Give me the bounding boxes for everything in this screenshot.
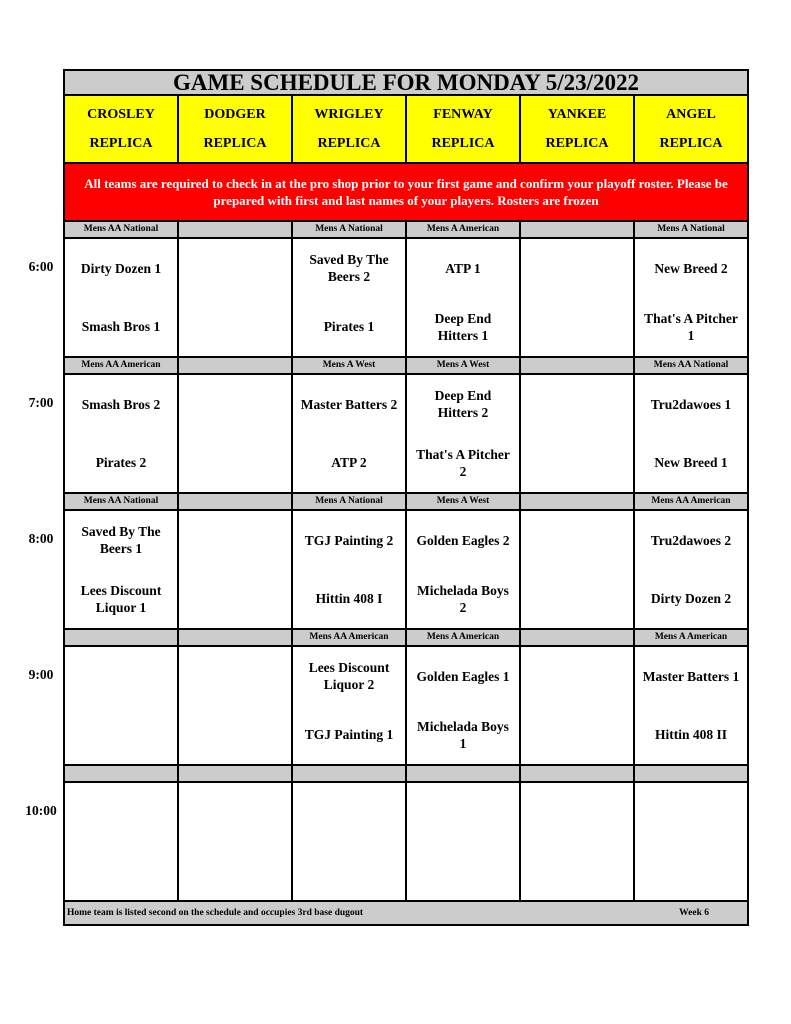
- home-team: Dirty Dozen 2: [650, 591, 732, 607]
- away-team: Saved By The Beers 1: [81, 524, 161, 557]
- away-team: [407, 783, 519, 842]
- home-team: [521, 434, 633, 493]
- away-team: [65, 647, 177, 706]
- field-header: [635, 96, 747, 162]
- time-label: 6:00: [28, 259, 54, 274]
- field-subtitle: REPLICA: [545, 135, 609, 151]
- time-label: 7:00: [28, 395, 54, 410]
- home-team: Lees Discount Liquor 1: [80, 582, 162, 615]
- field-name: CROSLEY: [87, 106, 155, 122]
- home-team: [65, 842, 177, 901]
- field-name: ANGEL: [666, 106, 716, 122]
- page-title: GAME SCHEDULE FOR MONDAY 5/23/2022: [65, 71, 747, 94]
- home-team: [521, 298, 633, 357]
- field-subtitle: REPLICA: [659, 135, 723, 151]
- away-team: [179, 647, 291, 706]
- away-team: Saved By The Beers 2: [309, 252, 389, 285]
- division-label: [179, 222, 291, 237]
- division-label: Mens AA American: [635, 494, 747, 509]
- notice-banner: All teams are required to check in at the pro shop prior to your first game and confirm your playoff roster. Please be prepared with first and last names of your players. Rosters are frozen: [65, 164, 747, 220]
- division-label: [521, 358, 633, 373]
- field-header: [65, 96, 177, 162]
- home-team: Michelada Boys 1: [417, 718, 509, 751]
- game-cell: [179, 375, 291, 492]
- division-label: [65, 766, 177, 781]
- game-cell: [65, 511, 177, 628]
- field-subtitle: REPLICA: [203, 135, 267, 151]
- home-team: Pirates 2: [95, 455, 147, 471]
- division-label: [179, 358, 291, 373]
- game-cell: [65, 647, 177, 764]
- game-cell: [407, 511, 519, 628]
- home-team: TGJ Painting 1: [304, 727, 394, 743]
- game-cell: [65, 375, 177, 492]
- game-cell: [293, 647, 405, 764]
- home-team: That's A Pitcher 2: [416, 446, 510, 479]
- away-team: Smash Bros 2: [81, 396, 161, 412]
- division-label: Mens A West: [407, 358, 519, 373]
- division-label: Mens A West: [407, 494, 519, 509]
- time-label: 9:00: [28, 667, 54, 682]
- game-cell: [293, 239, 405, 356]
- game-cell: [179, 239, 291, 356]
- away-team: Dirty Dozen 1: [80, 260, 162, 276]
- game-cell: [407, 647, 519, 764]
- game-cell: [179, 783, 291, 900]
- away-team: [635, 783, 747, 842]
- schedule-table: [63, 69, 749, 926]
- home-team: [65, 706, 177, 765]
- home-team: [179, 434, 291, 493]
- game-cell: [635, 511, 747, 628]
- away-team: Deep End Hitters 2: [434, 388, 492, 421]
- home-team: Smash Bros 1: [81, 319, 161, 335]
- home-team: [179, 706, 291, 765]
- field-subtitle: REPLICA: [431, 135, 495, 151]
- away-team: Tru2dawoes 1: [650, 396, 732, 412]
- away-team: ATP 1: [445, 260, 481, 276]
- division-label: Mens A National: [635, 222, 747, 237]
- home-team: [521, 570, 633, 629]
- home-team: Pirates 1: [323, 319, 375, 335]
- division-label: Mens A West: [293, 358, 405, 373]
- game-cell: [521, 783, 633, 900]
- division-label: [65, 630, 177, 645]
- field-name: WRIGLEY: [314, 106, 384, 122]
- away-team: [179, 239, 291, 298]
- game-cell: [635, 375, 747, 492]
- division-label: [521, 766, 633, 781]
- away-team: Lees Discount Liquor 2: [308, 660, 390, 693]
- away-team: Golden Eagles 1: [416, 668, 510, 684]
- home-team: [179, 298, 291, 357]
- away-team: [179, 783, 291, 842]
- division-label: [179, 494, 291, 509]
- field-subtitle: REPLICA: [89, 135, 153, 151]
- away-team: [521, 647, 633, 706]
- field-header: [407, 96, 519, 162]
- field-name: YANKEE: [547, 106, 607, 122]
- division-label: Mens AA National: [65, 222, 177, 237]
- division-label: Mens A American: [635, 630, 747, 645]
- division-label: Mens AA American: [293, 630, 405, 645]
- home-team: Hittin 408 I: [315, 591, 383, 607]
- game-cell: [635, 239, 747, 356]
- week-label: Week 6: [679, 908, 709, 918]
- home-team: Michelada Boys 2: [417, 582, 509, 615]
- division-label: [521, 222, 633, 237]
- game-cell: [65, 239, 177, 356]
- division-label: [521, 494, 633, 509]
- home-team: Hittin 408 II: [654, 727, 727, 743]
- game-cell: [179, 511, 291, 628]
- division-label: [521, 630, 633, 645]
- home-team: Deep End Hitters 1: [434, 310, 492, 343]
- field-header: [293, 96, 405, 162]
- division-label: Mens A National: [293, 222, 405, 237]
- home-team: [179, 842, 291, 901]
- home-team: [635, 842, 747, 901]
- division-label: Mens A National: [293, 494, 405, 509]
- game-cell: [65, 783, 177, 900]
- division-label: [407, 766, 519, 781]
- game-cell: [293, 783, 405, 900]
- home-team: That's A Pitcher 1: [644, 310, 738, 343]
- game-cell: [179, 647, 291, 764]
- away-team: [521, 783, 633, 842]
- home-team: [179, 570, 291, 629]
- game-cell: [407, 783, 519, 900]
- field-name: FENWAY: [433, 106, 493, 122]
- time-label: 8:00: [28, 531, 54, 546]
- away-team: Golden Eagles 2: [416, 532, 510, 548]
- away-team: [65, 783, 177, 842]
- footer-note: Home team is listed second on the schedule and occupies 3rd base dugout: [67, 908, 364, 918]
- away-team: [179, 375, 291, 434]
- division-label: Mens AA National: [635, 358, 747, 373]
- home-team: New Breed 1: [654, 455, 728, 471]
- game-cell: [635, 783, 747, 900]
- game-cell: [407, 239, 519, 356]
- game-cell: [293, 511, 405, 628]
- home-team: [407, 842, 519, 901]
- home-team: ATP 2: [331, 455, 367, 471]
- away-team: TGJ Painting 2: [304, 532, 394, 548]
- division-label: Mens AA National: [65, 494, 177, 509]
- field-subtitle: REPLICA: [317, 135, 381, 151]
- division-label: Mens A American: [407, 630, 519, 645]
- division-label: [179, 630, 291, 645]
- away-team: [521, 511, 633, 570]
- away-team: Master Batters 1: [642, 668, 740, 684]
- away-team: New Breed 2: [654, 260, 728, 276]
- game-cell: [407, 375, 519, 492]
- division-label: Mens AA American: [65, 358, 177, 373]
- field-header: [179, 96, 291, 162]
- game-cell: [521, 647, 633, 764]
- division-label: [635, 766, 747, 781]
- time-label: 10:00: [25, 803, 57, 818]
- game-cell: [521, 511, 633, 628]
- home-team: [521, 706, 633, 765]
- home-team: [293, 842, 405, 901]
- away-team: [521, 239, 633, 298]
- game-cell: [293, 375, 405, 492]
- division-label: Mens A American: [407, 222, 519, 237]
- field-header: [521, 96, 633, 162]
- home-team: [521, 842, 633, 901]
- division-label: [293, 766, 405, 781]
- game-cell: [521, 375, 633, 492]
- game-cell: [635, 647, 747, 764]
- away-team: Tru2dawoes 2: [650, 532, 732, 548]
- away-team: Master Batters 2: [300, 396, 398, 412]
- away-team: [179, 511, 291, 570]
- field-name: DODGER: [204, 106, 266, 122]
- away-team: [521, 375, 633, 434]
- away-team: [293, 783, 405, 842]
- division-label: [179, 766, 291, 781]
- game-cell: [521, 239, 633, 356]
- footer: [65, 902, 747, 924]
